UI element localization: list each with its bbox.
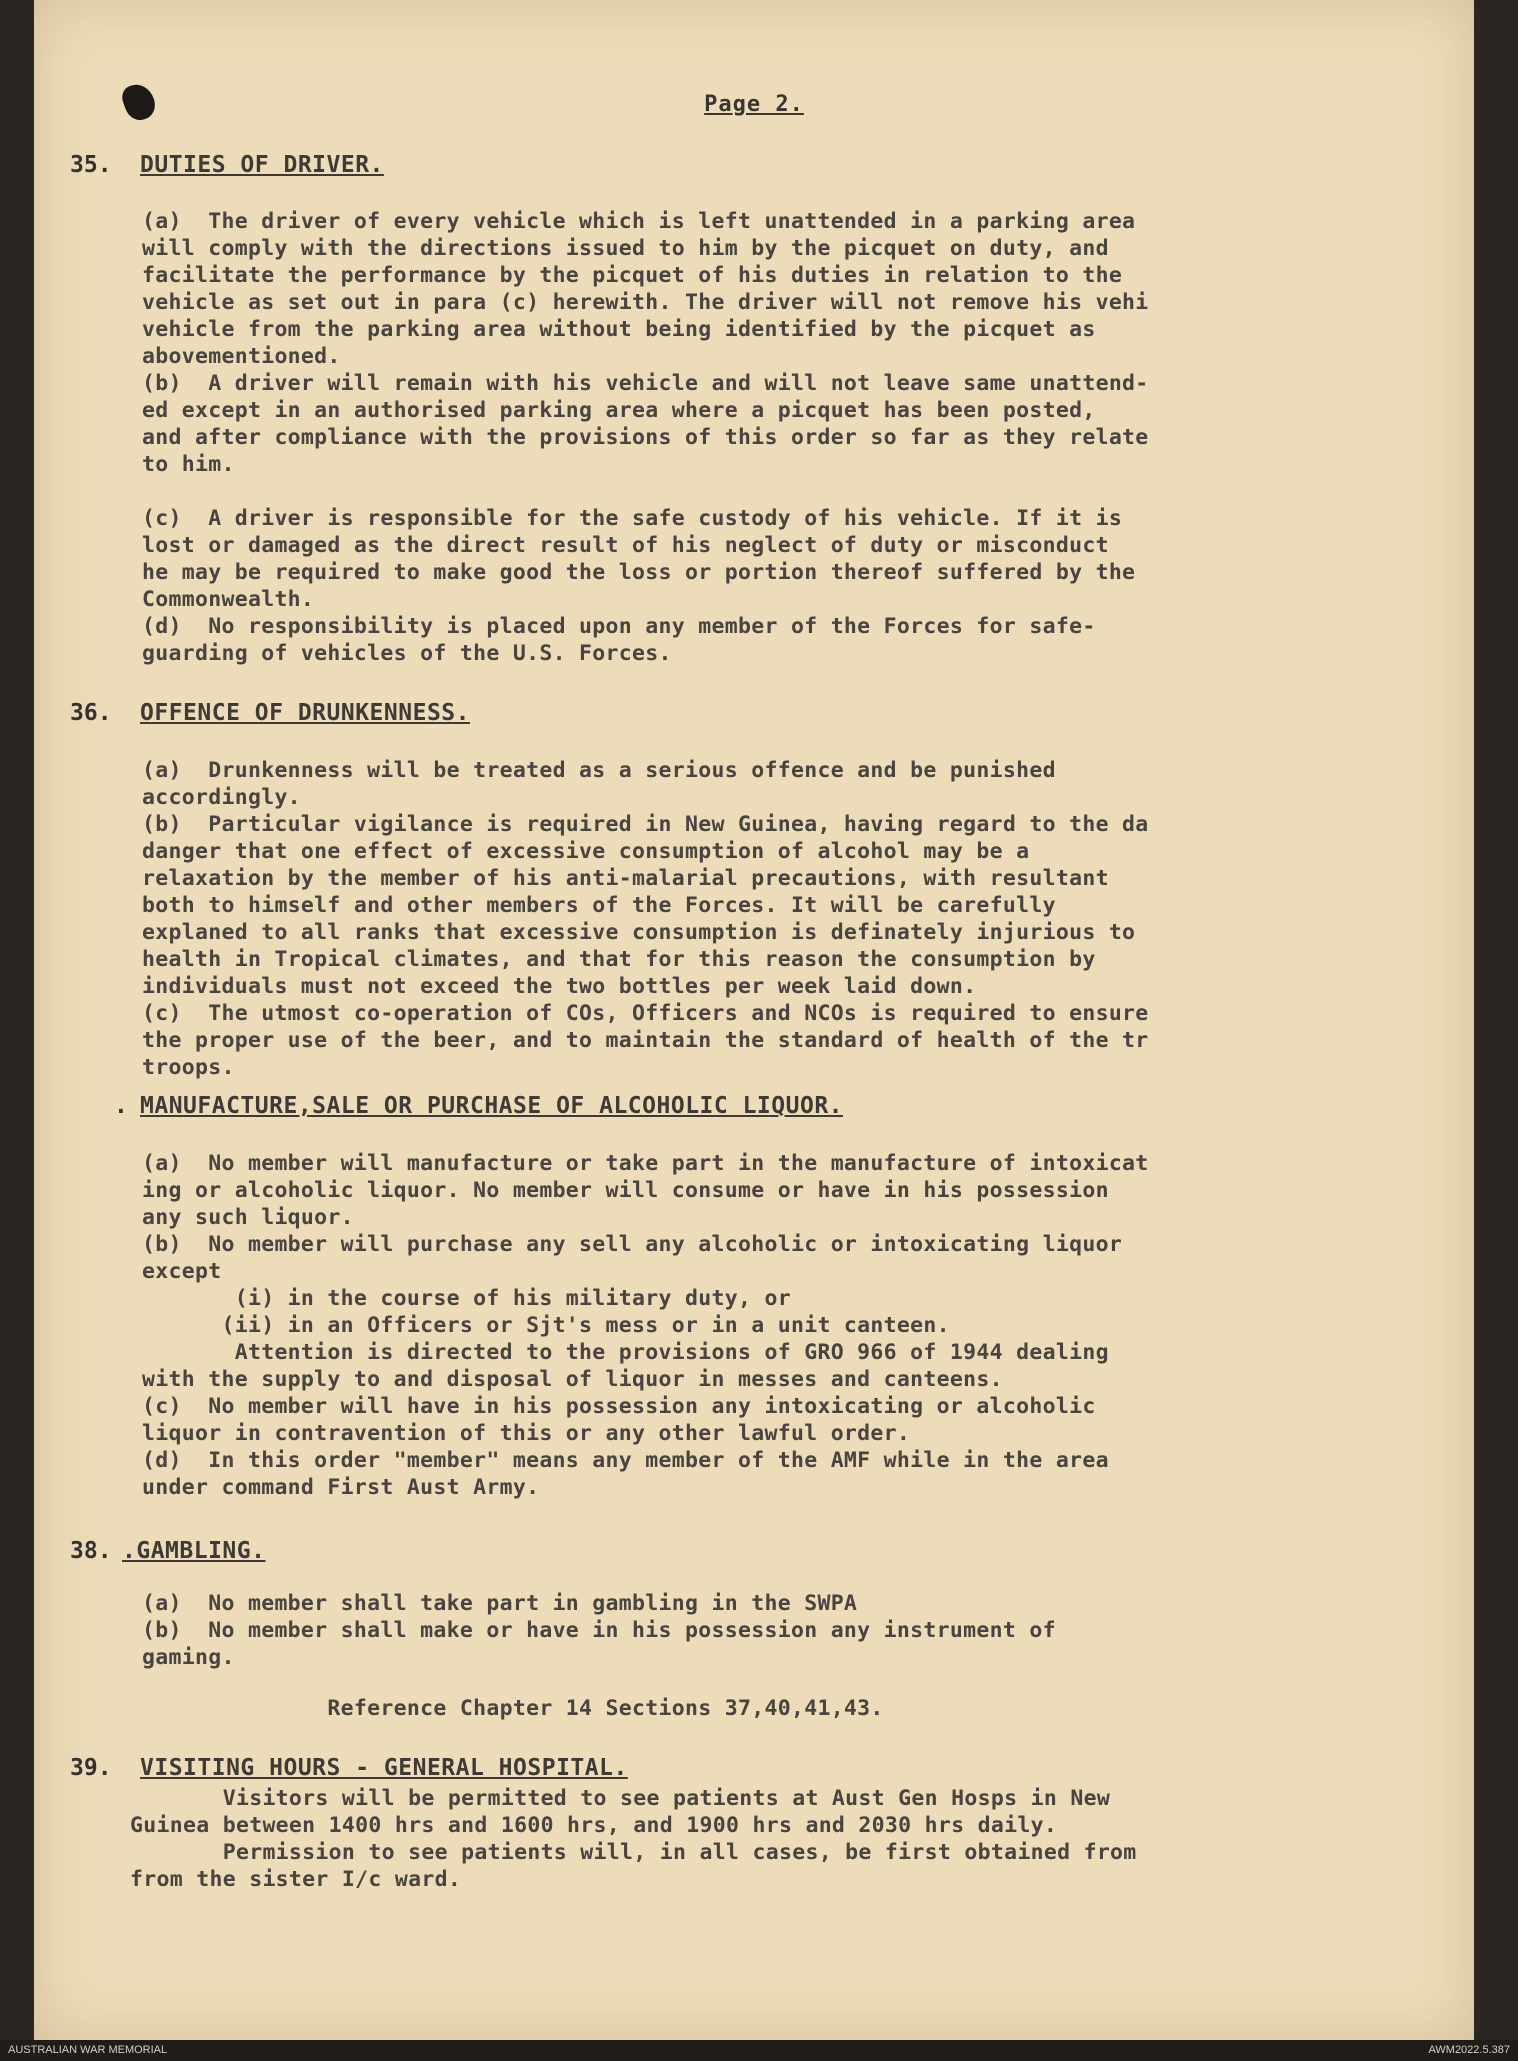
section-number: 39. — [70, 1755, 112, 1781]
section-title: MANUFACTURE,SALE OR PURCHASE OF ALCOHOLIC LIQUOR. — [140, 1093, 844, 1119]
section-title: VISITING HOURS - GENERAL HOSPITAL. — [140, 1755, 628, 1781]
paragraph-38b: (b) No member shall make or have in his possession any instrument of gaming. — [142, 1618, 1056, 1670]
section-title: .GAMBLING. — [122, 1538, 266, 1564]
paragraph-36a: (a) Drunkenness will be treated as a serious offence and be punished accordingly. — [142, 758, 1056, 810]
paragraph-35a: (a) The driver of every vehicle which is left unattended in a parking area will comply with the directions issued to him by the picquet on duty, and facilitate the performance by the picquet of his duties in relation to the vehicle as set out in para (c) herewith. The driver will not remove his vehi vehicle from the parking area without being identified by the picquet as abovementioned. — [142, 209, 1149, 369]
paragraph-36c: (c) The utmost co-operation of COs, Officers and NCOs is required to ensure the proper use of the beer, and to maintain the standard of health of the tr troops. — [142, 1001, 1149, 1080]
section-number: 36. — [70, 700, 112, 726]
section-35 — [34, 152, 1474, 192]
paragraph-35d: (d) No responsibility is placed upon any member of the Forces for safe- guarding of vehicles of the U.S. Forces. — [142, 614, 1096, 666]
paragraph-37c: (c) No member will have in his possession any intoxicating or alcoholic liquor in contravention of this or any other lawful order. — [142, 1394, 1096, 1446]
paragraph-37b: (b) No member will purchase any sell any alcoholic or intoxicating liquor except (i) in the course of his military duty, or (ii) in an Officers or Sjt's mess or in a unit canteen. Attention is directed to the provisions of GRO 966 of 1944 dealing with the supply to and disposal of liquor in messes and canteens. — [142, 1232, 1123, 1392]
section-title: DUTIES OF DRIVER. — [140, 152, 384, 178]
section-number: 38. — [70, 1538, 112, 1564]
paragraph-38a: (a) No member shall take part in gambling in the SWPA — [142, 1591, 858, 1616]
section-number: 35. — [70, 152, 112, 178]
section-number: . — [114, 1093, 128, 1119]
paragraph-37a: (a) No member will manufacture or take part in the manufacture of intoxicat ing or alcoholic liquor. No member will consume or have in his possession any such liquor. — [142, 1151, 1149, 1230]
reference-note: Reference Chapter 14 Sections 37,40,41,43. — [142, 1696, 884, 1721]
page-header: Page 2. — [704, 92, 804, 117]
paragraph-36b: (b) Particular vigilance is required in New Guinea, having regard to the da danger that one effect of excessive consumption of alcohol may be a relaxation by the member of his anti-malarial precautions, with resultant both to himself and other members of the Forces. It will be carefully explaned to all ranks that excessive consumption is definately injurious to health in Tropical climates, and that for this reason the consumption by individuals must not exceed the two bottles per week laid down. — [142, 812, 1149, 999]
paragraph-39: Visitors will be permitted to see patients at Aust Gen Hosps in New Guinea between 1400 hrs and 1600 hrs, and 1900 hrs and 2030 hrs daily. Permission to see patients will, in all cases, be first obtained from from the sister I/c ward. — [130, 1786, 1137, 1892]
section-title: OFFENCE OF DRUNKENNESS. — [140, 700, 470, 726]
footer-source: AUSTRALIAN WAR MEMORIAL — [8, 2044, 168, 2056]
section-36 — [34, 700, 1474, 740]
archive-footer — [0, 2040, 1518, 2061]
footer-accession: AWM2022.5.387 — [1428, 2044, 1510, 2056]
paragraph-37d: (d) In this order "member" means any member of the AMF while in the area under command First Aust Army. — [142, 1448, 1109, 1500]
section-38 — [34, 1538, 1474, 1578]
document-page — [34, 0, 1474, 2040]
paragraph-35c: (c) A driver is responsible for the safe custody of his vehicle. If it is lost or damaged as the direct result of his neglect of duty or misconduct he may be required to make good the loss or portion thereof suffered by the Commonwealth. — [142, 506, 1136, 612]
section-37 — [34, 1093, 1474, 1133]
paragraph-35b: (b) A driver will remain with his vehicle and will not leave same unattend- ed except in an authorised parking area where a picquet has been posted, and after compliance with the provisions of this order so far as they relate to him. — [142, 371, 1149, 477]
